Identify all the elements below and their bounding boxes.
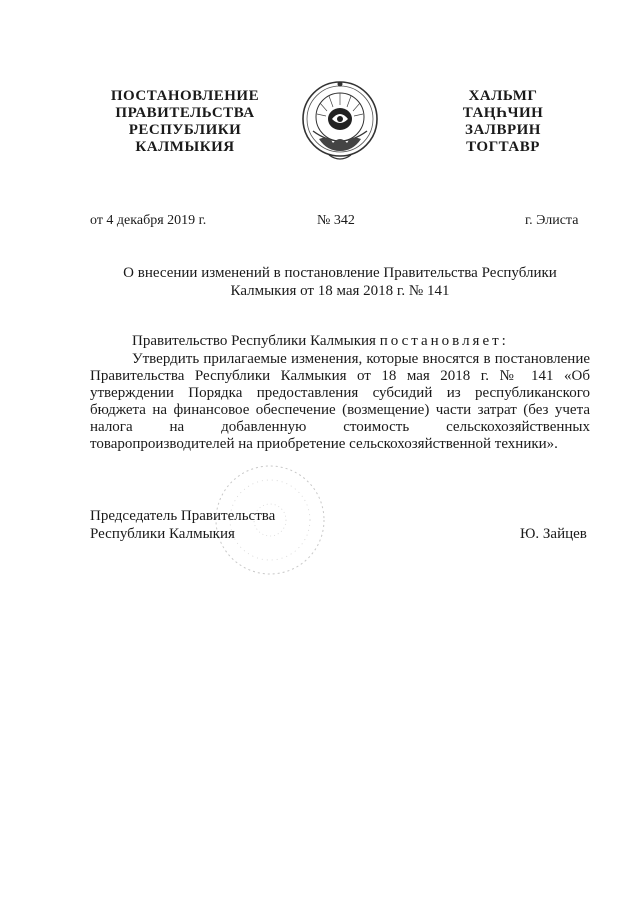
header-right-line: ТАҢҺЧИН [462, 105, 544, 121]
document-title: О внесении изменений в постановление Правительства Республики Калмыкия от 18 мая 2018 г. № 141 [123, 265, 557, 299]
header-right-line: ХАЛЬМГ [468, 88, 538, 104]
preamble [90, 333, 590, 350]
header-right-line: ТОГТАВР [466, 139, 540, 155]
document-city: г. Элиста [525, 213, 579, 228]
signatory-title-line: Республики Калмыкия [90, 526, 235, 542]
header-left-title [92, 88, 278, 156]
signatory-title-line: Председатель Правительства [90, 508, 276, 524]
preamble-spaced-verb: постановляет: [379, 333, 509, 349]
document-number: № 342 [317, 213, 355, 228]
header-left-line: ПРАВИТЕЛЬСТВА [115, 105, 255, 121]
preamble-text: Правительство Республики Калмыкия [132, 333, 376, 349]
header-right-line: ЗАЛВРИН [465, 122, 541, 138]
document-date: от 4 декабря 2019 г. [90, 213, 207, 228]
signatory-title [90, 507, 275, 543]
header-left-line: КАЛМЫКИЯ [135, 139, 235, 155]
kalmykia-emblem-icon [299, 79, 381, 165]
signatory-name: Ю. Зайцев [520, 526, 587, 542]
header-left-line: РЕСПУБЛИКИ [128, 122, 242, 138]
header-right-title [448, 88, 558, 156]
header-left-line: ПОСТАНОВЛЕНИЕ [110, 88, 260, 104]
decree-paragraph: Утвердить прилагаемые изменения, которые вносятся в постановление Правительства Республики Калмыкия от 18 мая 2018 г. № 141 «Об утверждении Порядка предоставления субсидий из республиканского бюджета на финансовое обеспечение (возмещение) части затрат (без учета налога на добавленную стоимость сельскохозяйственных товаропроизводителей на приобретение сельскохозяйственной техники». [90, 351, 590, 452]
